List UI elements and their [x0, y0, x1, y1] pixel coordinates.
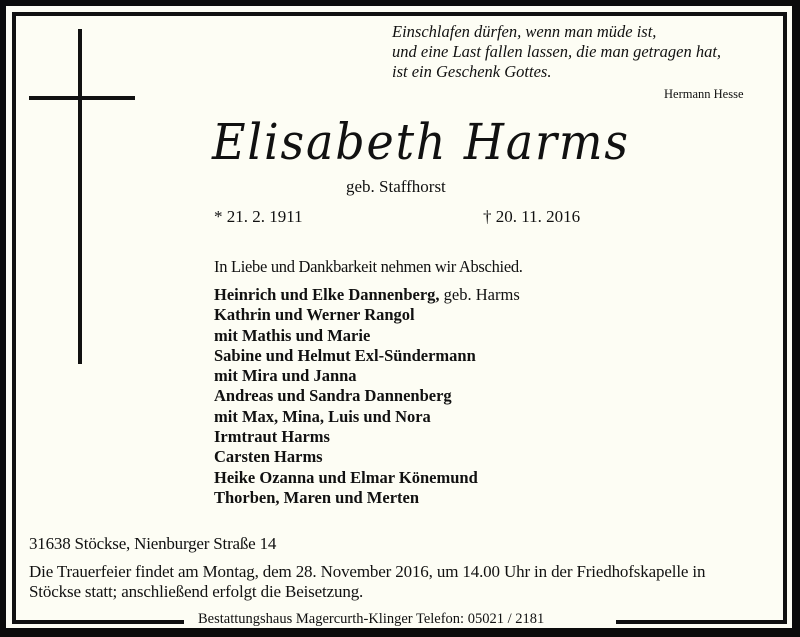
- quote-line: und eine Last fallen lassen, die man getragen hat,: [392, 42, 722, 61]
- mourner-name: Kathrin und Werner Rangol: [214, 305, 415, 325]
- frame-line-right: [783, 12, 787, 624]
- cross-horizontal-bar: [29, 96, 135, 100]
- deceased-name: Elisabeth Harms: [212, 113, 630, 171]
- mourner-item: [214, 285, 520, 305]
- mourner-item: [214, 468, 520, 488]
- quote-author: Hermann Hesse: [664, 87, 744, 101]
- mourner-name: Thorben, Maren und Merten: [214, 487, 420, 507]
- maiden-name: geb. Staffhorst: [346, 177, 446, 196]
- mourner-item: [214, 366, 520, 386]
- mourner-item: [214, 326, 520, 346]
- mourner-name: mit Max, Mina, Luis und Nora: [214, 406, 431, 426]
- frame-line-left: [12, 12, 16, 624]
- frame-line-bottom-left: [12, 620, 184, 624]
- quote-line: ist ein Geschenk Gottes.: [392, 62, 552, 81]
- mourner-name: Sabine und Helmut Exl-Sündermann: [214, 345, 476, 365]
- mourner-name: Heike Ozanna und Elmar Könemund: [214, 467, 478, 487]
- mourner-name: Carsten Harms: [214, 447, 323, 467]
- mourner-name: Irmtraut Harms: [214, 427, 330, 447]
- mourner-item: [214, 346, 520, 366]
- mourner-item: [214, 305, 520, 325]
- quote: [392, 22, 721, 82]
- mourner-name: mit Mira und Janna: [214, 366, 357, 386]
- service-line: Die Trauerfeier findet am Montag, dem 28. November 2016, um 14.00 Uhr in der Friedhofskapelle in: [29, 562, 706, 581]
- mourner-name: Andreas und Sandra Dannenberg: [214, 386, 452, 406]
- service-details: [29, 562, 779, 602]
- mourner-item: [214, 427, 520, 447]
- family-address: 31638 Stöckse, Nienburger Straße 14: [29, 534, 277, 553]
- quote-line: Einschlafen dürfen, wenn man müde ist,: [392, 22, 657, 41]
- birth-date: * 21. 2. 1911: [214, 207, 303, 226]
- mourner-name: Heinrich und Elke Dannenberg,: [214, 285, 440, 304]
- death-date: † 20. 11. 2016: [483, 207, 581, 226]
- mourner-item: [214, 407, 520, 427]
- farewell-text: In Liebe und Dankbarkeit nehmen wir Abschied.: [214, 257, 523, 276]
- service-line: Stöckse statt; anschließend erfolgt die Beisetzung.: [29, 582, 364, 601]
- cross-vertical-bar: [78, 29, 82, 364]
- funeral-home-contact: Bestattungshaus Magercurth-Klinger Telefon: 05021 / 2181: [198, 611, 545, 627]
- mourner-suffix: geb. Harms: [439, 285, 520, 304]
- mourner-item: [214, 488, 520, 508]
- frame-line-bottom-right: [616, 620, 787, 624]
- mourner-item: [214, 447, 520, 467]
- mourner-name: mit Mathis und Marie: [214, 325, 371, 345]
- mourners-list: [214, 285, 520, 508]
- mourner-item: [214, 386, 520, 406]
- frame-line-top: [12, 12, 787, 16]
